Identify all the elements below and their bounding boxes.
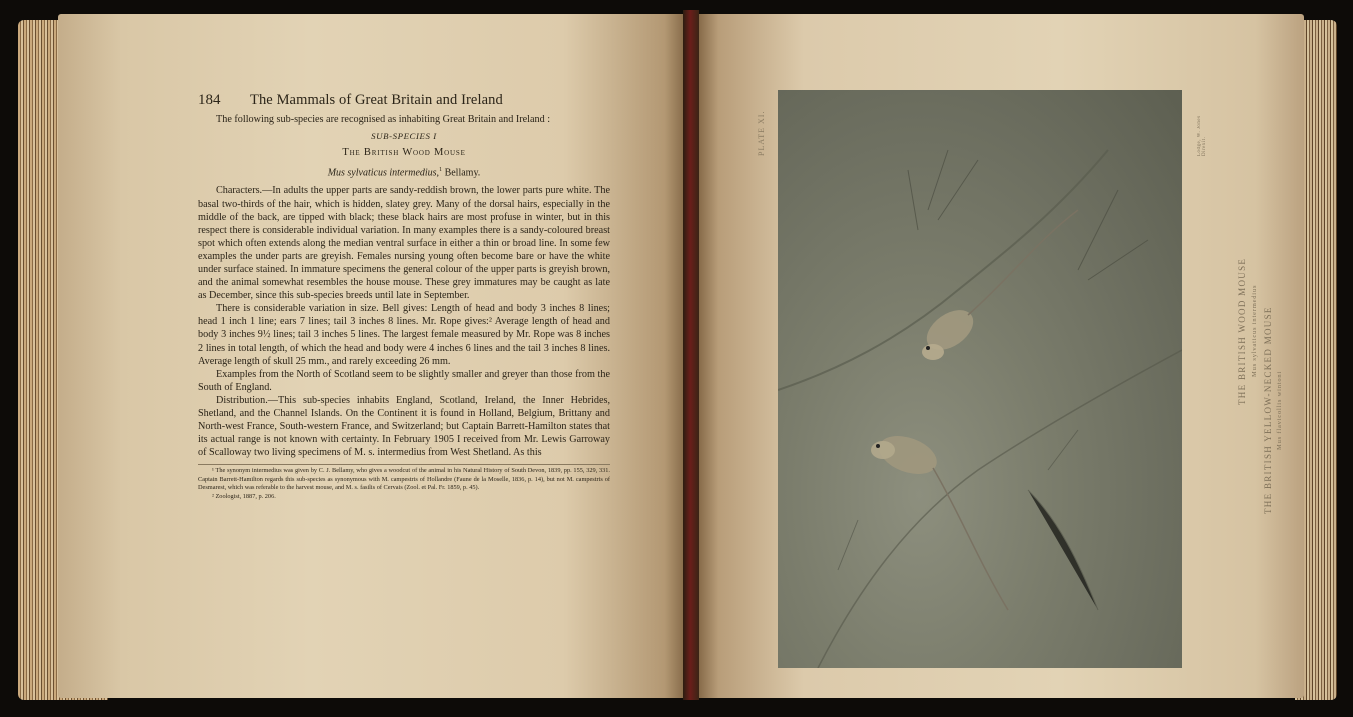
mice-illustration <box>778 90 1182 668</box>
paragraph-north: Examples from the North of Scotland seem to be slightly smaller and greyer than those from the South of England. <box>198 368 610 393</box>
footnote-2: ² Zoologist, 1887, p. 206. <box>212 492 276 500</box>
caption-title-1: THE BRITISH WOOD MOUSE <box>1237 257 1247 405</box>
caption-title-2: THE BRITISH YELLOW-NECKED MOUSE <box>1263 306 1273 514</box>
caption-latin-1: Mus sylvaticus intermedius <box>1251 284 1258 378</box>
footnote-1: ¹ The synonym intermedius was given by C. J. Bellamy, who gives a woodcut of the animal in his Natural History of South Devon, 1839, pp. 155, 329, 331. Captain Barrett-Hamilton regards this sub-species as synonymous with M. campestris of Hollandre (Faune de la Moselle, 1836, p. 14), but not M. campestris of Desmarest, which was referable to the harvest mouse, and M. s. fasilis of Cervais (Zool. et Pal. Fr. 1859, p. 45). <box>198 467 610 492</box>
intro-paragraph: The following sub-species are recognised as inhabiting Great Britain and Ireland : <box>216 114 551 125</box>
running-head <box>198 92 610 109</box>
left-page-text <box>198 92 610 501</box>
plate-credit: Lodge, W. Jones Direxit. <box>1197 115 1207 156</box>
subspecies-name: The British Wood Mouse <box>342 147 466 159</box>
plate-illustration <box>778 90 1182 668</box>
footnote-mark: 1 <box>439 167 443 174</box>
caption-latin-2: Mus flavicollis wintoni <box>1276 370 1283 450</box>
book-spine <box>683 10 699 700</box>
paragraph-distribution: Distribution.—This sub-species inhabits England, Scotland, Ireland, the Inner Hebrides, Shetland, and the Channel Islands. On the Continent it is found in Holland, Belgium, Brittany and North-west France, South-western France, and Switzerland; but Captain Barrett-Hamilton states that its actual range is not known with certainty. In February 1905 I received from Mr. Lewis Garroway of Scalloway two living specimens of M. s. intermedius from West Shetland. As this <box>198 394 610 459</box>
plate-label: PLATE XI. <box>757 110 766 156</box>
footnotes <box>198 464 610 501</box>
paragraph-size: There is considerable variation in size. Bell gives: Length of head and body 3 inches 8 lines; head 1 inch 1 line; ears 7 lines; tail 3 inches 8 lines. Mr. Rope gives:² Average length of head and body 3 inches 9½ lines; tail 3 inches 5 lines. The largest female measured by Mr. Rope was 8 inches 2 lines in total length, of which the head and body were 4 inches 6 lines and the tail 3 inches 8 lines. Average length of skull 25 mm., and rarely exceeding 26 mm. <box>198 303 610 367</box>
page-number: 184 <box>198 92 221 108</box>
binomial-italic: Mus sylvaticus intermedius, <box>327 167 440 179</box>
binomial-author: Bellamy. <box>442 167 481 179</box>
binomial-name <box>198 164 610 179</box>
running-title: The Mammals of Great Britain and Ireland <box>250 92 503 108</box>
subspecies-label: SUB-SPECIES I <box>371 131 437 142</box>
paragraph-characters: Characters.—In adults the upper parts are sandy-reddish brown, the lower parts pure white. The basal two-thirds of the hair, which is hidden, slatey grey. Many of the dorsal hairs, especially in the middle of the back, are tipped with black; these black hairs are most profuse in winter, but in this respect there is considerable individual variation. In many examples there is a sandy-coloured breast spot which often extends along the median ventral surface in either a thin or broad line. In some few examples the under parts are greyish. Females nursing young often become bare or have the white under surface stained. In immature specimens the general colour of the upper parts is greyish brown, and the animal somewhat resembles the house mouse. These grey immatures may be caught as late as December, since this sub-species breeds until late in September. <box>198 185 610 302</box>
